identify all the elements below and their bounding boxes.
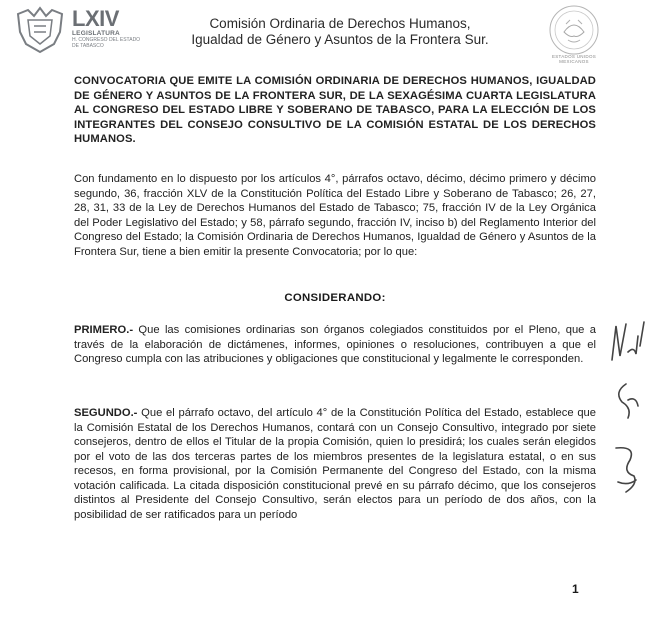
logo-line-tabasco: DE TABASCO: [72, 43, 104, 49]
page-number: 1: [572, 582, 579, 596]
seal-caption: ESTADOS UNIDOS MEXICANOS: [551, 54, 597, 64]
primero-label: PRIMERO.-: [74, 324, 134, 336]
signature-mark-middle: [608, 378, 644, 424]
commission-title: [150, 16, 530, 48]
considerando-heading: CONSIDERANDO:: [284, 292, 386, 304]
logo-line-legislatura: LEGISLATURA: [72, 30, 120, 37]
intro-paragraph: Con fundamento en lo dispuesto por los artículos 4°, párrafos octavo, décimo, décimo primero y décimo segundo, 36, fracción XLV de la Constitución Política del Estado Libre y Soberano de Tabasco; 26, 27, 28, 31, 33 de la Ley de Derechos Humanos del Estado de Tabasco; 75, fracción IV de la Ley Orgánica del Poder Legislativo del Estado; y 58, párrafo segundo, fracción IV, inciso b) del Reglamento Interior del Congreso del Estado; la Comisión Ordinaria de Derechos Humanos, Igualdad de Género y Asuntos de la Frontera Sur, tiene a bien emitir la presente Convocatoria; por lo que:: [74, 173, 596, 258]
segundo-paragraph: [74, 406, 596, 522]
national-seal-icon: [538, 2, 610, 62]
commission-title-line1: Comisión Ordinaria de Derechos Humanos,: [209, 16, 471, 31]
signature-mark-top: [606, 316, 650, 368]
signature-mark-bottom: [606, 440, 646, 500]
legislature-logo: [72, 6, 142, 52]
tabasco-congress-emblem-icon: [14, 6, 66, 54]
primero-paragraph: [74, 323, 596, 367]
logo-mark: LXIV: [72, 6, 119, 31]
segundo-text: Que el párrafo octavo, del artículo 4° de la Constitución Política del Estado, establece que la Comisión Estatal de los Derechos Humanos, contará con un Consejo Consultivo, integrado por siete consejeros, dentro de ellos el Titular de la propia Comisión, quien lo presidirá; los cuales serán elegidos por el voto de las dos terceras partes de los miembros presentes de la legislatura estatal, o en sus recesos, en forma provisional, por la Comisión Permanente del Congreso del Estado, con la misma votación calificada. La citada disposición constitucional prevé en su párrafo décimo, que los consejeros distintos al Presidente del Consejo Consultivo, serán electos para un período de dos años, con la posibilidad de ser ratificados para un período: [74, 407, 596, 521]
primero-text: Que las comisiones ordinarias son órganos colegiados constituidos por el Pleno, que a través de la elaboración de dictámenes, informes, opiniones o resoluciones, contribuyen a que el Congreso cumpla con las atribuciones y obligaciones que constitucional y legalmente le corresponden.: [74, 324, 596, 365]
convocatoria-heading: CONVOCATORIA QUE EMITE LA COMISIÓN ORDINARIA DE DERECHOS HUMANOS, IGUALDAD DE GÉNERO Y ASUNTOS DE LA FRONTERA SUR, DE LA SEXAGÉSIMA CUARTA LEGISLATURA AL CONGRESO DEL ESTADO LIBRE Y SOBERANO DE TABASCO, PARA LA ELECCIÓN DE LOS INTEGRANTES DEL CONSEJO CONSULTIVO DE LA COMISIÓN ESTATAL DE LOS DERECHOS HUMANOS.: [74, 75, 596, 146]
segundo-label: SEGUNDO.-: [74, 407, 138, 419]
logo-line-congreso: H. CONGRESO DEL ESTADO: [72, 37, 141, 43]
commission-title-line2: Igualdad de Género y Asuntos de la Frontera Sur.: [191, 32, 489, 47]
letterhead: [0, 0, 656, 64]
